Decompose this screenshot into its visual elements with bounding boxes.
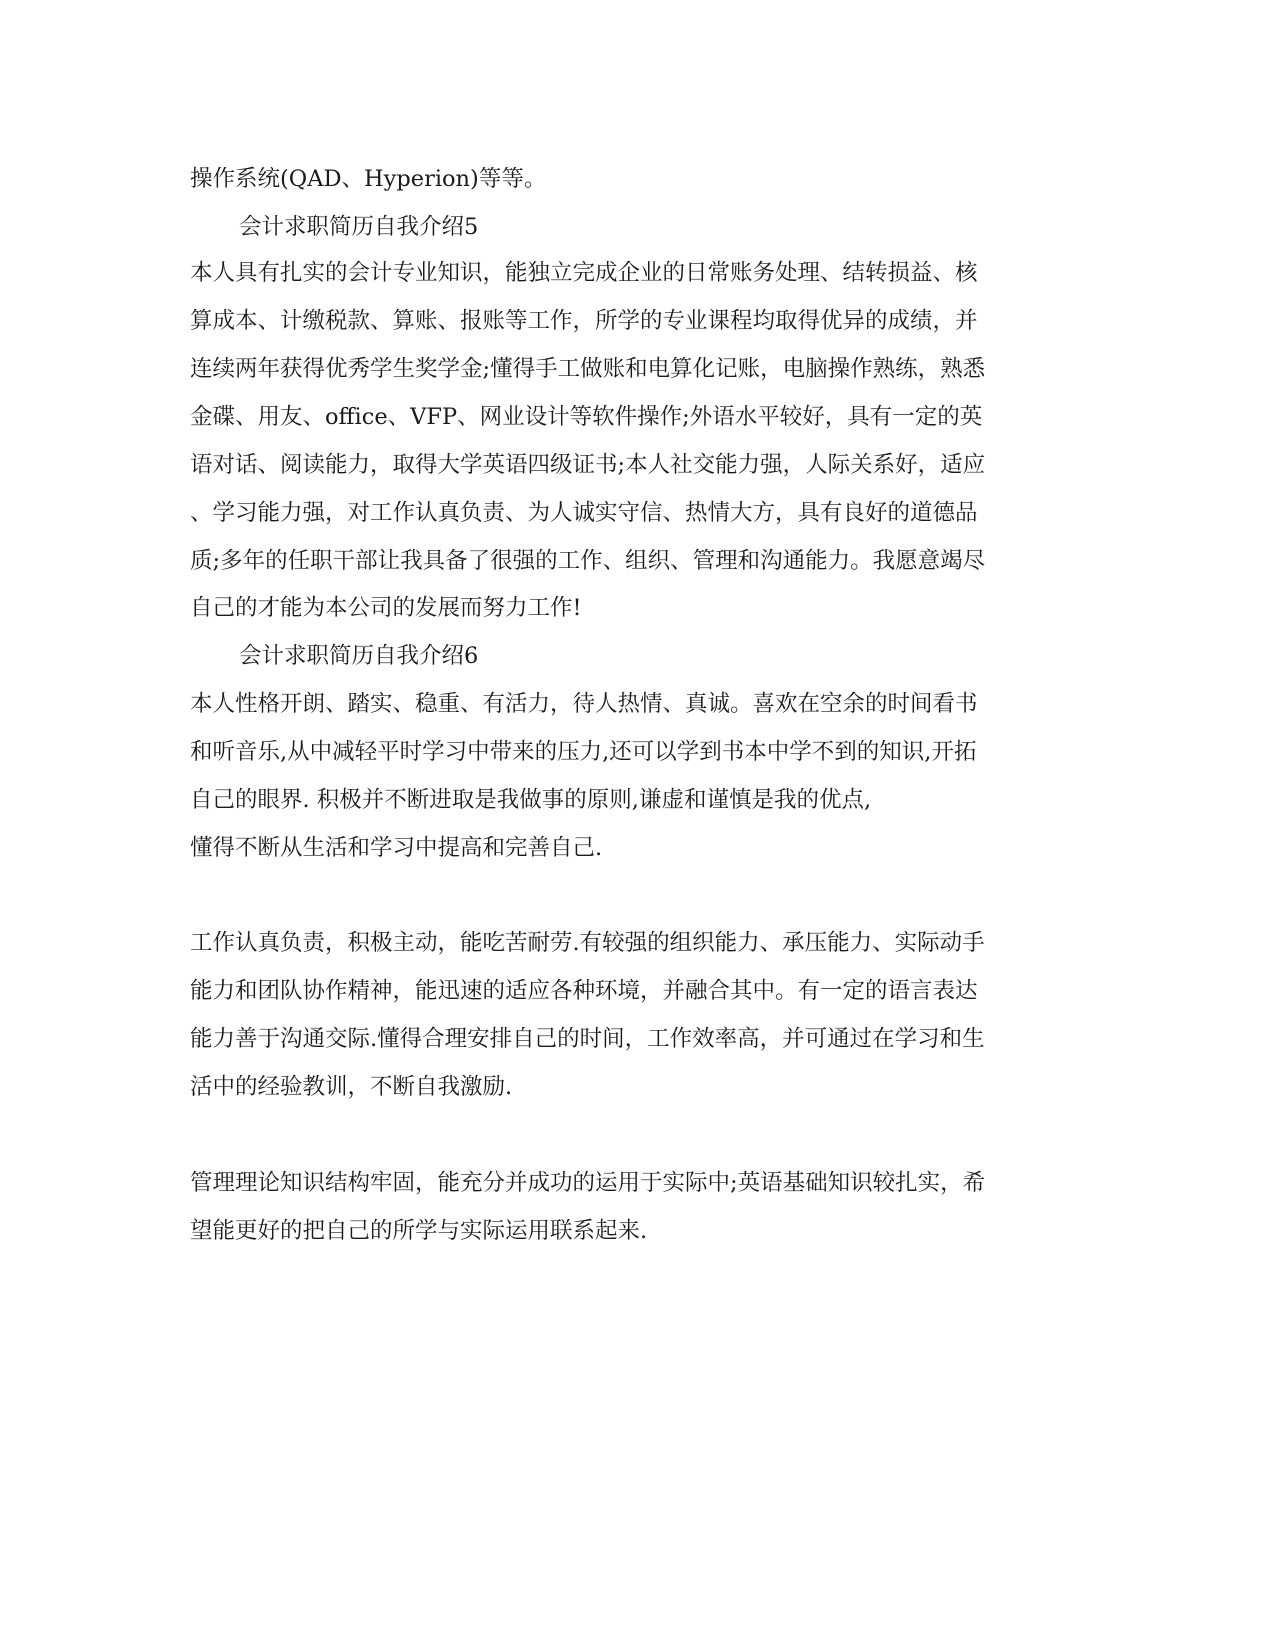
text-line: 、学习能力强，对工作认真负责、为人诚实守信、热情大方，具有良好的道德品	[190, 500, 978, 526]
text-line: 望能更好的把自己的所学与实际运用联系起来.	[190, 1218, 648, 1244]
text-line: 活中的经验教训，不断自我激励.	[190, 1074, 513, 1100]
text-line: 语对话、阅读能力，取得大学英语四级证书;本人社交能力强，人际关系好，适应	[190, 452, 986, 478]
text-line: 金碟、用友、office、VFP、网业设计等软件操作;外语水平较好，具有一定的英	[190, 404, 983, 430]
text-line: 本人性格开朗、踏实、稳重、有活力，待人热情、真诚。喜欢在空余的时间看书	[190, 691, 978, 717]
text-line: 管理理论知识结构牢固，能充分并成功的运用于实际中;英语基础知识较扎实，希	[190, 1170, 986, 1196]
text-line: 工作认真负责，积极主动，能吃苦耐劳.有较强的组织能力、承压能力、实际动手	[190, 930, 985, 956]
text-line: 质;多年的任职干部让我具备了很强的工作、组织、管理和沟通能力。我愿意竭尽	[190, 548, 986, 574]
text-line: 能力善于沟通交际.懂得合理安排自己的时间，工作效率高，并可通过在学习和生	[190, 1026, 985, 1052]
section-heading: 会计求职简历自我介绍5	[239, 214, 479, 240]
text-line: 算成本、计缴税款、算账、报账等工作，所学的专业课程均取得优异的成绩，并	[190, 308, 978, 334]
text-line: 连续两年获得优秀学生奖学金;懂得手工做账和电算化记账，电脑操作熟练，熟悉	[190, 356, 986, 382]
text-line: 自己的眼界. 积极并不断进取是我做事的原则,谦虚和谨慎是我的优点,	[190, 787, 872, 813]
text-line: 能力和团队协作精神，能迅速的适应各种环境，并融合其中。有一定的语言表达	[190, 978, 978, 1004]
text-line: 操作系统(QAD、Hyperion)等等。	[190, 166, 547, 192]
text-line: 自己的才能为本公司的发展而努力工作!	[190, 595, 582, 621]
text-line: 和听音乐,从中减轻平时学习中带来的压力,还可以学到书本中学不到的知识,开拓	[190, 739, 977, 765]
text-line: 本人具有扎实的会计专业知识，能独立完成企业的日常账务处理、结转损益、核	[190, 260, 978, 286]
text-line: 懂得不断从生活和学习中提高和完善自己.	[190, 835, 603, 861]
section-heading: 会计求职简历自我介绍6	[239, 643, 479, 669]
